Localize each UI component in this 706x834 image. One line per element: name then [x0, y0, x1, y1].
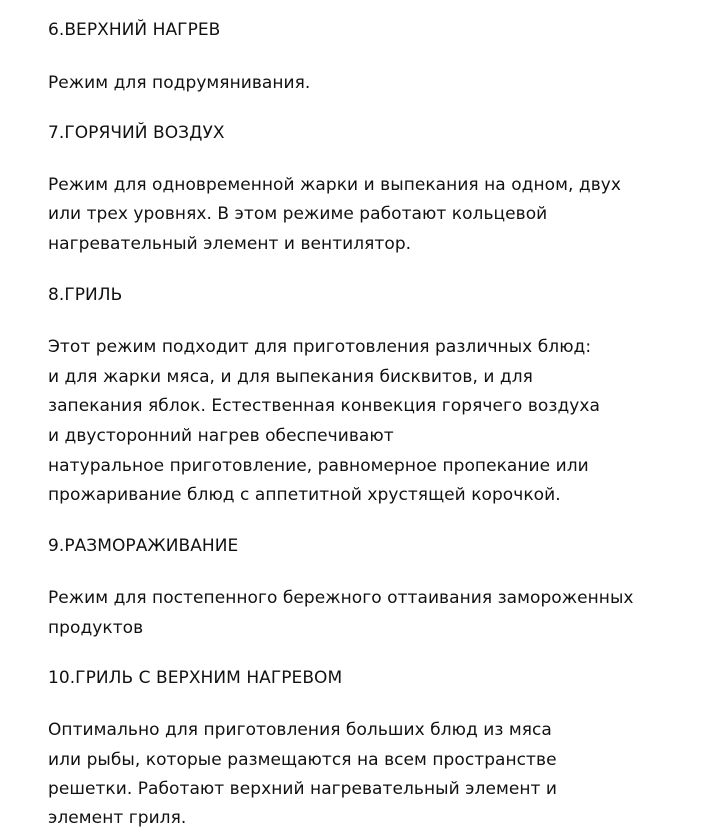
paragraph-line: Режим для постепенного бережного оттаивания замороженных [48, 588, 634, 608]
paragraph-line: продуктов [48, 618, 144, 638]
paragraph-line: или рыбы, которые размещаются на всем пространстве [48, 750, 557, 770]
section-heading: 6.ВЕРХНИЙ НАГРЕВ [48, 20, 221, 40]
section-heading: 8.ГРИЛЬ [48, 285, 123, 305]
paragraph-line: Этот режим подходит для приготовления различных блюд: [48, 337, 592, 357]
paragraph-line: Оптимально для приготовления больших блюд из мяса [48, 720, 552, 740]
paragraph-line: и двусторонний нагрев обеспечивают [48, 426, 394, 446]
paragraph-line: или трех уровнях. В этом режиме работают кольцевой [48, 204, 548, 224]
paragraph-line: решетки. Работают верхний нагревательный элемент и [48, 779, 558, 799]
paragraph-line: нагревательный элемент и вентилятор. [48, 234, 412, 254]
paragraph-line: натуральное приготовление, равномерное пропекание или [48, 456, 589, 476]
paragraph-line: элемент гриля. [48, 808, 187, 828]
section-heading: 10.ГРИЛЬ С ВЕРХНИМ НАГРЕВОМ [48, 668, 343, 688]
section-heading: 9.РАЗМОРАЖИВАНИЕ [48, 536, 239, 556]
paragraph-line: и для жарки мяса, и для выпекания бисквитов, и для [48, 367, 533, 387]
paragraph-line: Режим для подрумянивания. [48, 73, 311, 93]
paragraph-line: прожаривание блюд с аппетитной хрустящей корочкой. [48, 485, 561, 505]
paragraph-line: запекания яблок. Естественная конвекция горячего воздуха [48, 396, 600, 416]
paragraph-line: Режим для одновременной жарки и выпекания на одном, двух [48, 175, 621, 195]
section-heading: 7.ГОРЯЧИЙ ВОЗДУХ [48, 123, 225, 143]
